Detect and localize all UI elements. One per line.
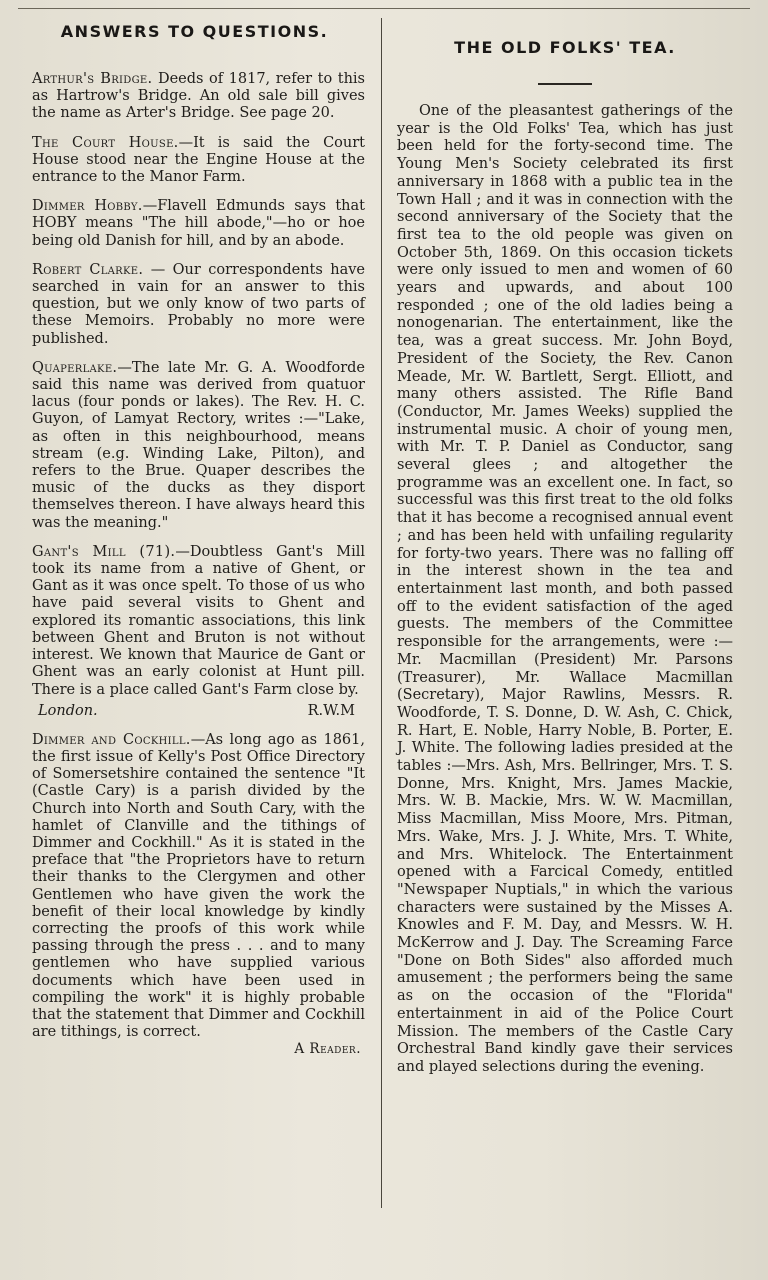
left-column	[32, 22, 365, 1057]
answers-heading: ANSWERS TO QUESTIONS.	[60, 22, 329, 41]
old-folks-tea-heading: THE OLD FOLKS' TEA.	[454, 38, 676, 57]
heading-rule	[538, 83, 592, 85]
entry-court-house: The Court House.—It is said the Court House stood near the Engine House at the entrance to the Manor Farm.	[32, 134, 365, 186]
reader-signature: A Reader.	[294, 1041, 361, 1058]
article-body: One of the pleasantest gatherings of the year is the Old Folks' Tea, which has just been held for the forty-second time. The Young Men's Society celebrated its first anniversary in 1868 with a public tea in the Town Hall ; and it was in connection with the second anniversary of the Society that the first tea to the old people was given on October 5th, 1869. On this occasion tickets were only issued to men and women of 60 years and upwards, and about 100 responded ; one of the old ladies being a nonogenarian. The entertainment, like the tea, was a great success. Mr. John Boyd, President of the Society, the Rev. Canon Meade, Mr. W. Bartlett, Sergt. Elliott, and many others assisted. The Rifle Band (Conductor, Mr. James Weeks) supplied the instrumental music. A choir of young men, with Mr. T. P. Daniel as Conductor, sang several glees ; and altogether the programme was an excellent one. In fact, so successful was this first treat to the old folks that it has become a recognised annual event ; and has been held with unfailing regularity for forty-two years. There was no falling off in the interest shown in the tea and entertainment last month, and both passed off to the evident satisfaction of the aged guests. The members of the Committee responsible for the arrangements, were :—Mr. Macmillan (President) Mr. Parsons (Treasurer), Mr. Wallace Macmillan (Secretary), Major Rawlins, Messrs. R. Woodforde, T. S. Donne, D. W. Ash, C. Chick, R. Hart, E. Noble, Harry Noble, B. Porter, E. J. White. The following ladies presided at the tables :—Mrs. Ash, Mrs. Bellringer, Mrs. T. S. Donne, Mrs. Knight, Mrs. James Mackie, Mrs. W. B. Mackie, Mrs. W. W. Macmillan, Miss Macmillan, Miss Moore, Mrs. Pitman, Mrs. Wake, Mrs. J. J. White, Mrs. T. White, and Mrs. Whitelock. The Entertainment opened with a Farcical Comedy, entitled "Newspaper Nuptials," in which the various characters were sustained by the Misses A. Knowles and F. M. Day, and Messrs. W. H. McKerrow and J. Day. The Screaming Farce "Done on Both Sides" also afforded much amusement ; the performers being the same as on the occasion of the "Florida" entertainment in aid of the Police Court Mission. The members of the Castle Cary Orchestral Band kindly gave their services and played selections during the evening.	[397, 103, 733, 1075]
entry-gants-mill: Gant's Mill (71).—Doubtless Gant's Mill took its name from a native of Ghent, or Gant as it was once spelt. To those of us who have paid several visits to Ghent and explored its romantic associations, this link between Ghent and Bruton is not without interest. We known that Maurice de Gant or Ghent was an early colonist at Hunt pill. There is a place called Gant's Farm close by.	[32, 543, 365, 698]
entry-quaperlake: Quaperlake.—The late Mr. G. A. Woodforde said this name was derived from quatuor lacus (four ponds or lakes). The Rev. H. C. Guyon, of Lamyat Rectory, writes :—"Lake, as often in this neighbourhood, means stream (e.g. Winding Lake, Pilton), and refers to the Brue. Quaper describes the music of the ducks as they disport themselves thereon. I have always heard this was the meaning."	[32, 359, 365, 531]
top-rule	[18, 8, 750, 9]
signature-initials: R.W.M	[307, 702, 355, 719]
entry-arthurs-bridge: Arthur's Bridge. Deeds of 1817, refer to this as Hartrow's Bridge. An old sale bill gives the name as Arter's Bridge. See page 20.	[32, 71, 365, 122]
signature-row	[32, 703, 365, 720]
entry-dimmer-hobby: Dimmer Hobby.—Flavell Edmunds says that HOBY means "The hill abode,"—ho or hoe being old Danish for hill, and by an abode.	[32, 198, 365, 249]
entry-dimmer-cockhill: Dimmer and Cockhill.—As long ago as 1861, the first issue of Kelly's Post Office Directory of Somersetshire contained the sentence "It (Castle Cary) is a parish divided by the Church into North and South Cary, with the hamlet of Clanville and the tithings of Dimmer and Cockhill." As it is stated in the preface that "the Proprietors have to return their thanks to the Clergymen and other Gentlemen who have given the work the benefit of their local knowledge by kindly correcting the proofs of this work while passing through the press . . . and to many gentlemen who have supplied various documents which have been used in compiling the work" it is highly probable that the statement that Dimmer and Cockhill are tithings, is correct.	[32, 731, 365, 1041]
right-column	[397, 22, 733, 1077]
entry-robert-clarke: Robert Clarke. — Our correspondents have searched in vain for an answer to this question, but we only know of two parts of these Memoirs. Probably no more were published.	[32, 261, 366, 347]
column-divider	[381, 18, 382, 1208]
signature-place: London.	[38, 702, 98, 719]
